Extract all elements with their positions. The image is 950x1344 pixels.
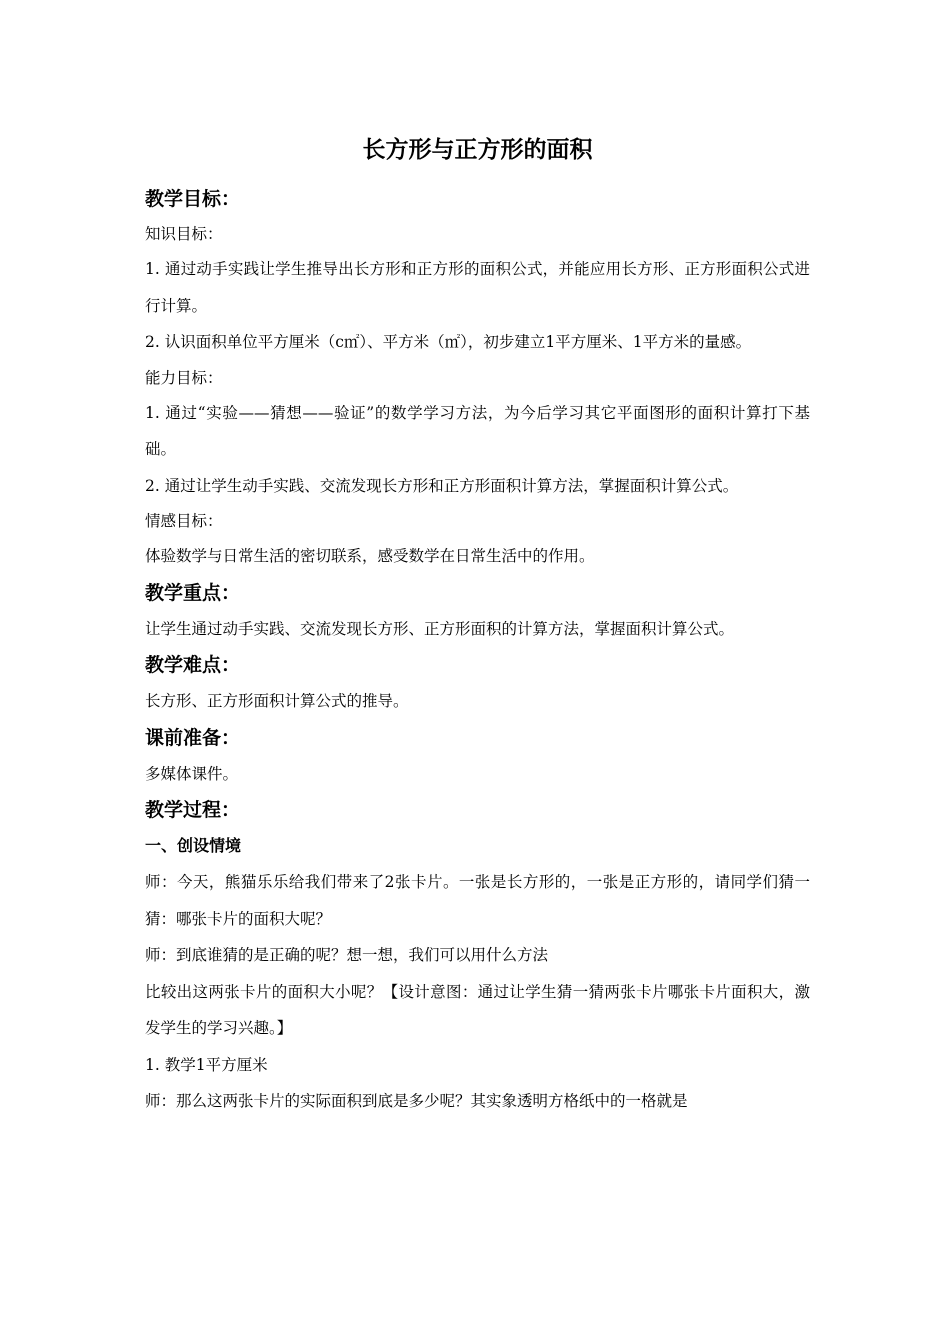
ability-item-2: 2. 通过让学生动手实践、交流发现长方形和正方形面积计算方法，掌握面积计算公式。 (145, 476, 739, 495)
section1-para1: 师：今天，熊猫乐乐给我们带来了2张卡片。一张是长方形的，一张是正方形的，请同学们猜一猜：哪张卡片的面积大呢？ (145, 873, 810, 928)
ability-label: 能力目标： (145, 368, 223, 387)
section1-heading: 一、创设情境 (145, 836, 242, 855)
section1-para3: 比较出这两张卡片的面积大小呢？【设计意图：通过让学生猜一猜两张卡片哪张卡片面积大，激发学生的学习兴趣。】 (145, 982, 810, 1037)
document-page (145, 128, 810, 1120)
ability-item-1: 1. 通过“实验——猜想——验证”的数学学习方法，为今后学习其它平面图形的面积计算打下基础。 (145, 403, 810, 458)
key-point-heading: 教学重点： (145, 581, 241, 604)
knowledge-label: 知识目标： (145, 225, 223, 243)
process-heading: 教学过程： (145, 799, 241, 821)
knowledge-item-1: 1. 通过动手实践让学生推导出长方形和正方形的面积公式，并能应用长方形、正方形面积公式进行计算。 (145, 260, 810, 315)
difficulty-text: 长方形、正方形面积计算公式的推导。 (145, 692, 409, 710)
key-point-text: 让学生通过动手实践、交流发现长方形、正方形面积的计算方法，掌握面积计算公式。 (145, 619, 735, 638)
objectives-heading: 教学目标： (145, 188, 241, 210)
section1-step1: 1. 教学1平方厘米 (145, 1055, 268, 1074)
document-title: 长方形与正方形的面积 (362, 137, 593, 163)
preparation-heading: 课前准备： (145, 726, 241, 749)
preparation-text: 多媒体课件。 (145, 764, 239, 783)
difficulty-heading: 教学难点： (145, 654, 241, 676)
knowledge-item-2: 2. 认识面积单位平方厘米（c㎡）、平方米（㎡），初步建立1平方厘米、1平方米的量感。 (145, 333, 752, 351)
emotion-text: 体验数学与日常生活的密切联系，感受数学在日常生活中的作用。 (145, 547, 595, 565)
section1-para4: 师：那么这两张卡片的实际面积到底是多少呢？其实象透明方格纸中的一格就是 (145, 1092, 688, 1110)
emotion-label: 情感目标： (145, 512, 223, 530)
section1-para2: 师：到底谁猜的是正确的呢？想一想，我们可以用什么方法 (145, 946, 549, 964)
